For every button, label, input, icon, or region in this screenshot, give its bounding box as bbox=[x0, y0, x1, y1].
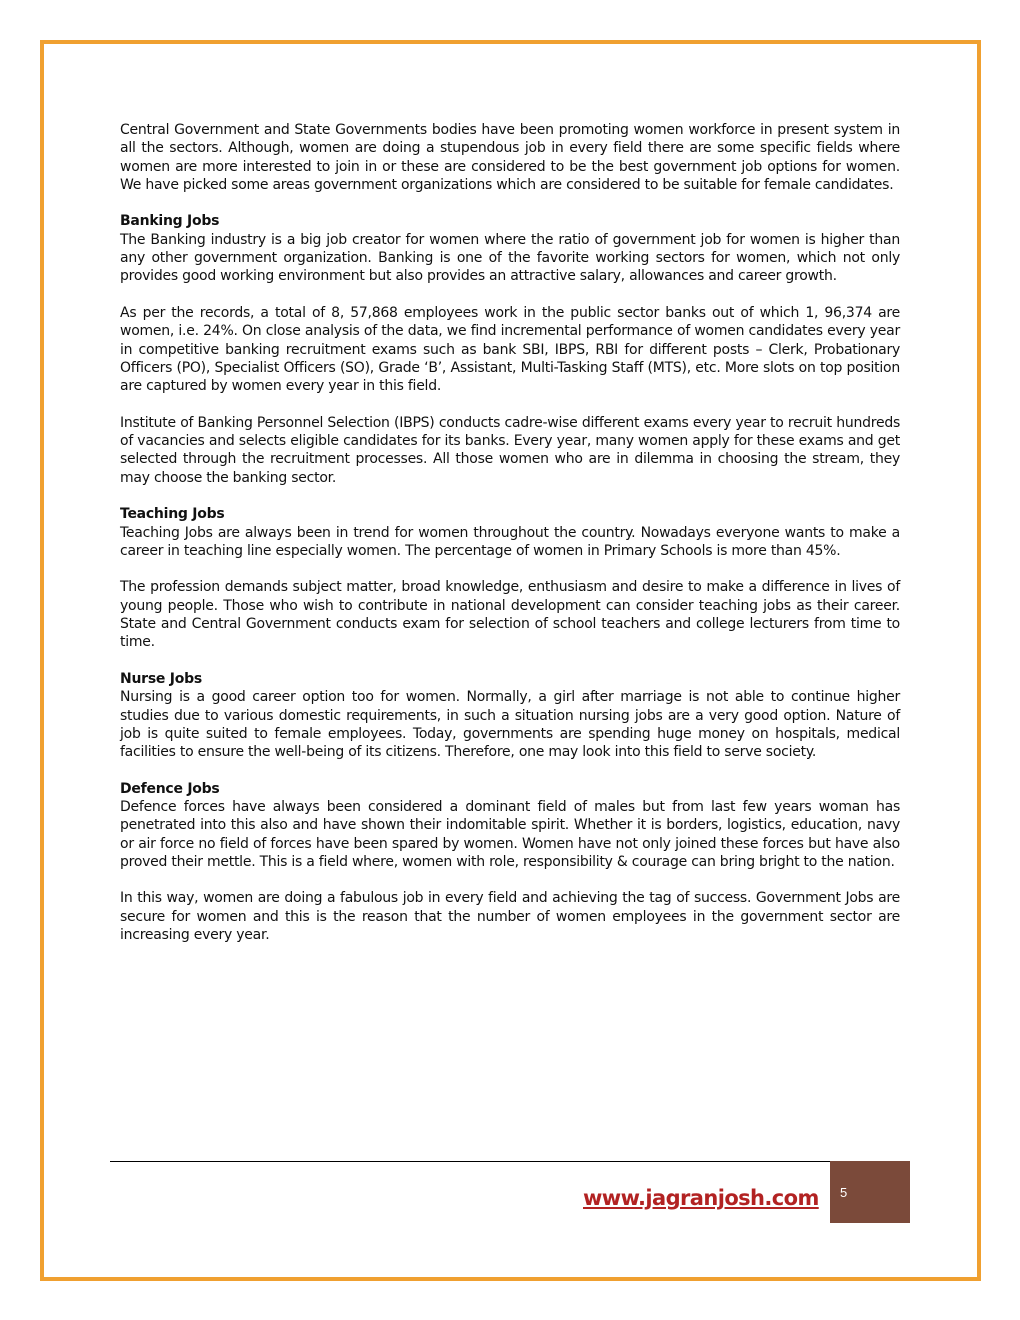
document-body bbox=[120, 121, 900, 963]
page-number-box bbox=[830, 1161, 910, 1223]
section-nurse bbox=[120, 670, 900, 761]
paragraph: The Banking industry is a big job creator for women where the ratio of government job for women is higher than any other government organization. Banking is one of the favorite working sectors for women, which not only provides good working environment but also provides an attractive salary, allowances and career growth. bbox=[120, 231, 900, 285]
paragraph: Nursing is a good career option too for women. Normally, a girl after marriage is not able to continue higher studies due to various domestic requirements, in such a situation nursing jobs are a very good option. Nature of job is quite suited to female employees. Today, governments are spending huge money on hospitals, medical facilities to ensure the well-being of its citizens. Therefore, one may look into this field to serve society. bbox=[120, 689, 900, 761]
paragraph: Defence forces have always been considered a dominant field of males but from last few years woman has penetrated into this also and have shown their indomitable spirit. Whether it is borders, logistics, education, navy or air force no field of forces have been spared by women. Women have not only joined these forces but have also proved their mettle. This is a field where, women with role, responsibility & courage can bring bright to the nation. bbox=[120, 798, 900, 870]
paragraph: The profession demands subject matter, broad knowledge, enthusiasm and desire to make a difference in lives of young people. Those who wish to contribute in national development can consider teaching jobs as their career. State and Central Government conducts exam for selection of school teachers and college lecturers from time to time. bbox=[120, 579, 900, 651]
intro-paragraph: Central Government and State Governments bodies have been promoting women workforce in present system in all the sectors. Although, women are doing a stupendous job in every field there are some specific fields where women are more interested to join in or these are considered to be the best government job options for women. We have picked some areas government organizations which are considered to be suitable for female candidates. bbox=[120, 122, 900, 193]
paragraph: Teaching Jobs are always been in trend for women throughout the country. Nowadays everyone wants to make a career in teaching line especially women. The percentage of women in Primary Schools is more than 45%. bbox=[120, 524, 900, 559]
section-heading: Defence Jobs bbox=[120, 780, 220, 797]
section-teaching bbox=[120, 505, 900, 651]
paragraph: As per the records, a total of 8, 57,868 employees work in the public sector banks out of which 1, 96,374 are women, i.e. 24%. On close analysis of the data, we find incremental performance of women candidates every year in competitive banking recruitment exams such as bank SBI, IBPS, RBI for different posts – Clerk, Probationary Officers (PO), Specialist Officers (SO), Grade ‘B’, Assistant, Multi-Tasking Staff (MTS), etc. More slots on top position are captured by women every year in this field. bbox=[120, 304, 900, 395]
website-link[interactable]: www.jagranjosh.com bbox=[583, 1186, 819, 1210]
section-defence bbox=[120, 780, 900, 871]
paragraph: Institute of Banking Personnel Selection (IBPS) conducts cadre-wise different exams every year to recruit hundreds of vacancies and selects eligible candidates for its banks. Every year, many women apply for these exams and get selected through the recruitment processes. All those women who are in dilemma in choosing the stream, they may choose the banking sector. bbox=[120, 414, 900, 486]
section-heading: Banking Jobs bbox=[120, 213, 220, 230]
conclusion-paragraph: In this way, women are doing a fabulous job in every field and achieving the tag of success. Government Jobs are secure for women and this is the reason that the number of women employees in the government sector are increasing every year. bbox=[120, 890, 900, 944]
section-heading: Teaching Jobs bbox=[120, 506, 225, 523]
section-heading: Nurse Jobs bbox=[120, 670, 202, 687]
page-number: 5 bbox=[840, 1185, 848, 1200]
section-banking bbox=[120, 212, 900, 486]
footer-rule bbox=[110, 1161, 830, 1162]
